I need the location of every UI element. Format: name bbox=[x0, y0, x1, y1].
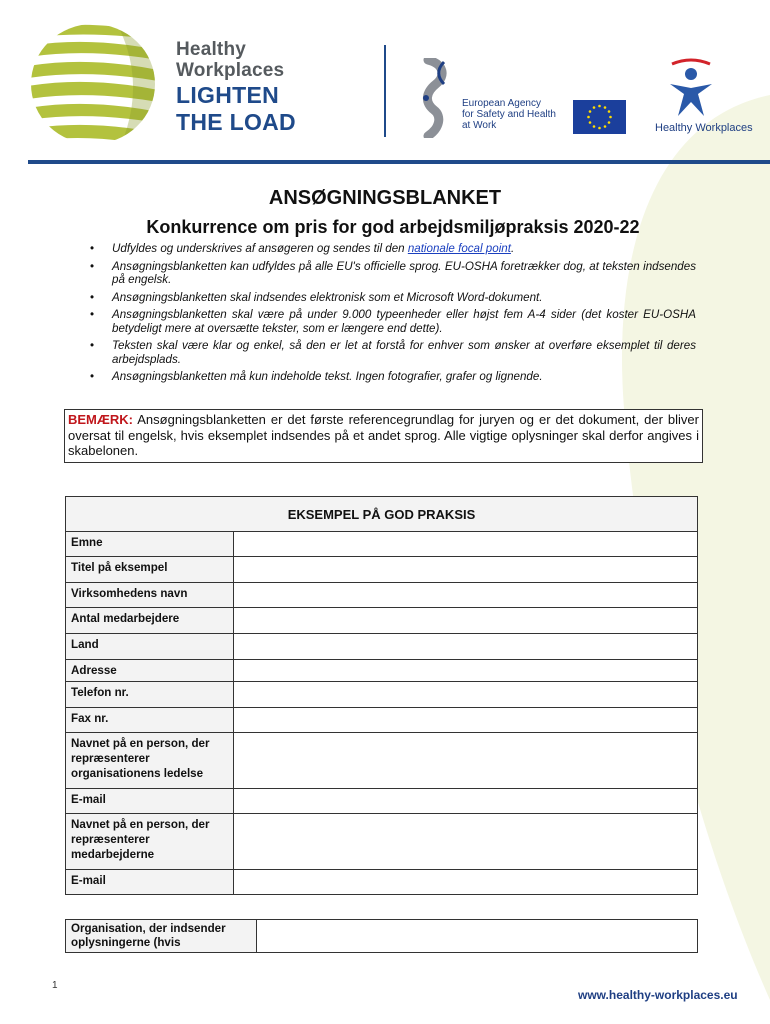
form-label-subject: Emne bbox=[66, 532, 234, 557]
logo-line-lighten: LIGHTEN bbox=[176, 82, 280, 108]
note-text: Ansøgningsblanketten er det første referencegrundlag for juryen og er det dokument, der bliver oversat til engelsk, hvis eksemplet indsendes på et andet sprog. Alle vigtige oplysninger skal derfor angives i skabelonen. bbox=[68, 412, 699, 458]
bullet-glyph: • bbox=[90, 259, 95, 273]
form-input-email-employees[interactable] bbox=[233, 870, 697, 895]
form-input-phone[interactable] bbox=[233, 682, 697, 708]
healthy-workplaces-label: Healthy Workplaces bbox=[655, 122, 753, 134]
form-input-fax[interactable] bbox=[233, 708, 697, 733]
form-label-email-management: E-mail bbox=[66, 789, 234, 814]
instruction-3-text: Ansøgningsblanketten skal indsendes elektronisk som et Microsoft Word-dokument. bbox=[112, 290, 543, 304]
healthy-workplaces-person-icon bbox=[668, 56, 714, 120]
instruction-4-text: Ansøgningsblanketten skal være på under 9.000 typeenheder eller højst fem A-4 sider (det koster EU-OSHA betydeligt mere at oversætte tekster, som er længere end dette). bbox=[112, 308, 696, 335]
instructions-list bbox=[90, 242, 696, 388]
form-heading: EKSEMPEL PÅ GOD PRAKSIS bbox=[66, 497, 698, 532]
instruction-item bbox=[90, 370, 696, 384]
instruction-item bbox=[90, 308, 696, 335]
form-label-phone: Telefon nr. bbox=[66, 682, 234, 708]
note-label: BEMÆRK: bbox=[68, 412, 133, 427]
page-title: ANSØGNINGSBLANKET bbox=[268, 187, 502, 209]
header-divider bbox=[384, 45, 386, 137]
bullet-glyph: • bbox=[90, 370, 95, 383]
form-label-fax: Fax nr. bbox=[66, 708, 234, 733]
header-rule bbox=[28, 160, 770, 164]
form-row bbox=[66, 814, 698, 870]
form-input-employee-rep[interactable] bbox=[233, 814, 697, 870]
form-input-address[interactable] bbox=[233, 660, 697, 682]
eu-flag-icon bbox=[573, 100, 626, 134]
bullet-glyph: • bbox=[90, 290, 95, 304]
submitting-organisation-form bbox=[65, 919, 698, 953]
form-row bbox=[66, 789, 698, 814]
instruction-item bbox=[90, 291, 696, 305]
form-row bbox=[66, 733, 698, 789]
form-label-company-name: Virksomhedens navn bbox=[66, 583, 234, 608]
logo-line-workplaces: Workplaces bbox=[176, 60, 285, 81]
form-input-submitting-organisation[interactable] bbox=[257, 920, 698, 953]
national-focal-point-link[interactable]: nationale focal point bbox=[407, 242, 511, 255]
form-row bbox=[66, 608, 698, 634]
form-row bbox=[66, 634, 698, 660]
instruction-item bbox=[90, 339, 696, 366]
bullet-glyph: • bbox=[90, 339, 95, 352]
instruction-1-text: Udfyldes og underskrives af ansøgeren og sendes til den bbox=[112, 242, 408, 255]
form-row bbox=[66, 583, 698, 608]
instruction-1-end: . bbox=[510, 242, 515, 255]
instruction-2-text: Ansøgningsblanketten kan udfyldes på alle EU's officielle sprog. EU-OSHA foretrækker dog, at teksten indsendes på engelsk. bbox=[112, 259, 696, 286]
footer-website-link[interactable]: www.healthy-workplaces.eu bbox=[578, 988, 738, 1002]
form-input-management-rep[interactable] bbox=[233, 733, 697, 789]
bullet-glyph: • bbox=[90, 242, 95, 255]
form-label-submitting-organisation: Organisation, der indsender oplysningerne (hvis bbox=[66, 920, 257, 953]
lighten-the-load-wordmark bbox=[176, 40, 296, 134]
form-input-country[interactable] bbox=[233, 634, 697, 660]
instruction-6-text: Ansøgningsblanketten må kun indeholde tekst. Ingen fotografier, grafer og lignende. bbox=[112, 370, 543, 383]
form-row bbox=[66, 708, 698, 733]
form-row bbox=[66, 532, 698, 557]
form-label-employees: Antal medarbejdere bbox=[66, 608, 234, 634]
lighten-the-load-logo bbox=[28, 22, 158, 147]
page-subtitle: Konkurrence om pris for god arbejdsmiljøpraksis 2020-22 bbox=[146, 217, 640, 237]
instruction-item bbox=[90, 260, 696, 287]
logo-line-the-load: THE LOAD bbox=[176, 109, 296, 135]
page-number: 1 bbox=[52, 980, 58, 991]
form-label-example-title: Titel på eksempel bbox=[66, 557, 234, 583]
eu-osha-logo-icon bbox=[414, 58, 454, 138]
form-row bbox=[66, 920, 698, 953]
instruction-5-text: Teksten skal være klar og enkel, så den er let at forstå for enhver som ønsker at overføre eksemplet til deres arbejdsplads. bbox=[112, 339, 696, 366]
form-row bbox=[66, 870, 698, 895]
form-label-employee-rep: Navnet på en person, der repræsenterer medarbejderne bbox=[66, 814, 234, 870]
note-box bbox=[64, 409, 703, 463]
form-row bbox=[66, 682, 698, 708]
form-input-email-management[interactable] bbox=[233, 789, 697, 814]
form-row bbox=[66, 660, 698, 682]
form-input-example-title[interactable] bbox=[233, 557, 697, 583]
form-label-management-rep: Navnet på en person, der repræsenterer organisationens ledelse bbox=[66, 733, 234, 789]
agency-line-1: European Agency bbox=[462, 98, 541, 109]
form-input-company-name[interactable] bbox=[233, 583, 697, 608]
form-input-employees[interactable] bbox=[233, 608, 697, 634]
form-row bbox=[66, 557, 698, 583]
form-label-address: Adresse bbox=[66, 660, 234, 682]
good-practice-form bbox=[65, 496, 698, 895]
form-input-subject[interactable] bbox=[233, 532, 697, 557]
eu-osha-name bbox=[462, 98, 556, 131]
bullet-glyph: • bbox=[90, 308, 95, 321]
logo-line-healthy: Healthy bbox=[176, 39, 247, 60]
agency-line-2: for Safety and Health bbox=[462, 109, 556, 120]
agency-line-3: at Work bbox=[462, 120, 497, 131]
instruction-item bbox=[90, 242, 696, 256]
form-label-country: Land bbox=[66, 634, 234, 660]
form-label-email-employees: E-mail bbox=[66, 870, 234, 895]
